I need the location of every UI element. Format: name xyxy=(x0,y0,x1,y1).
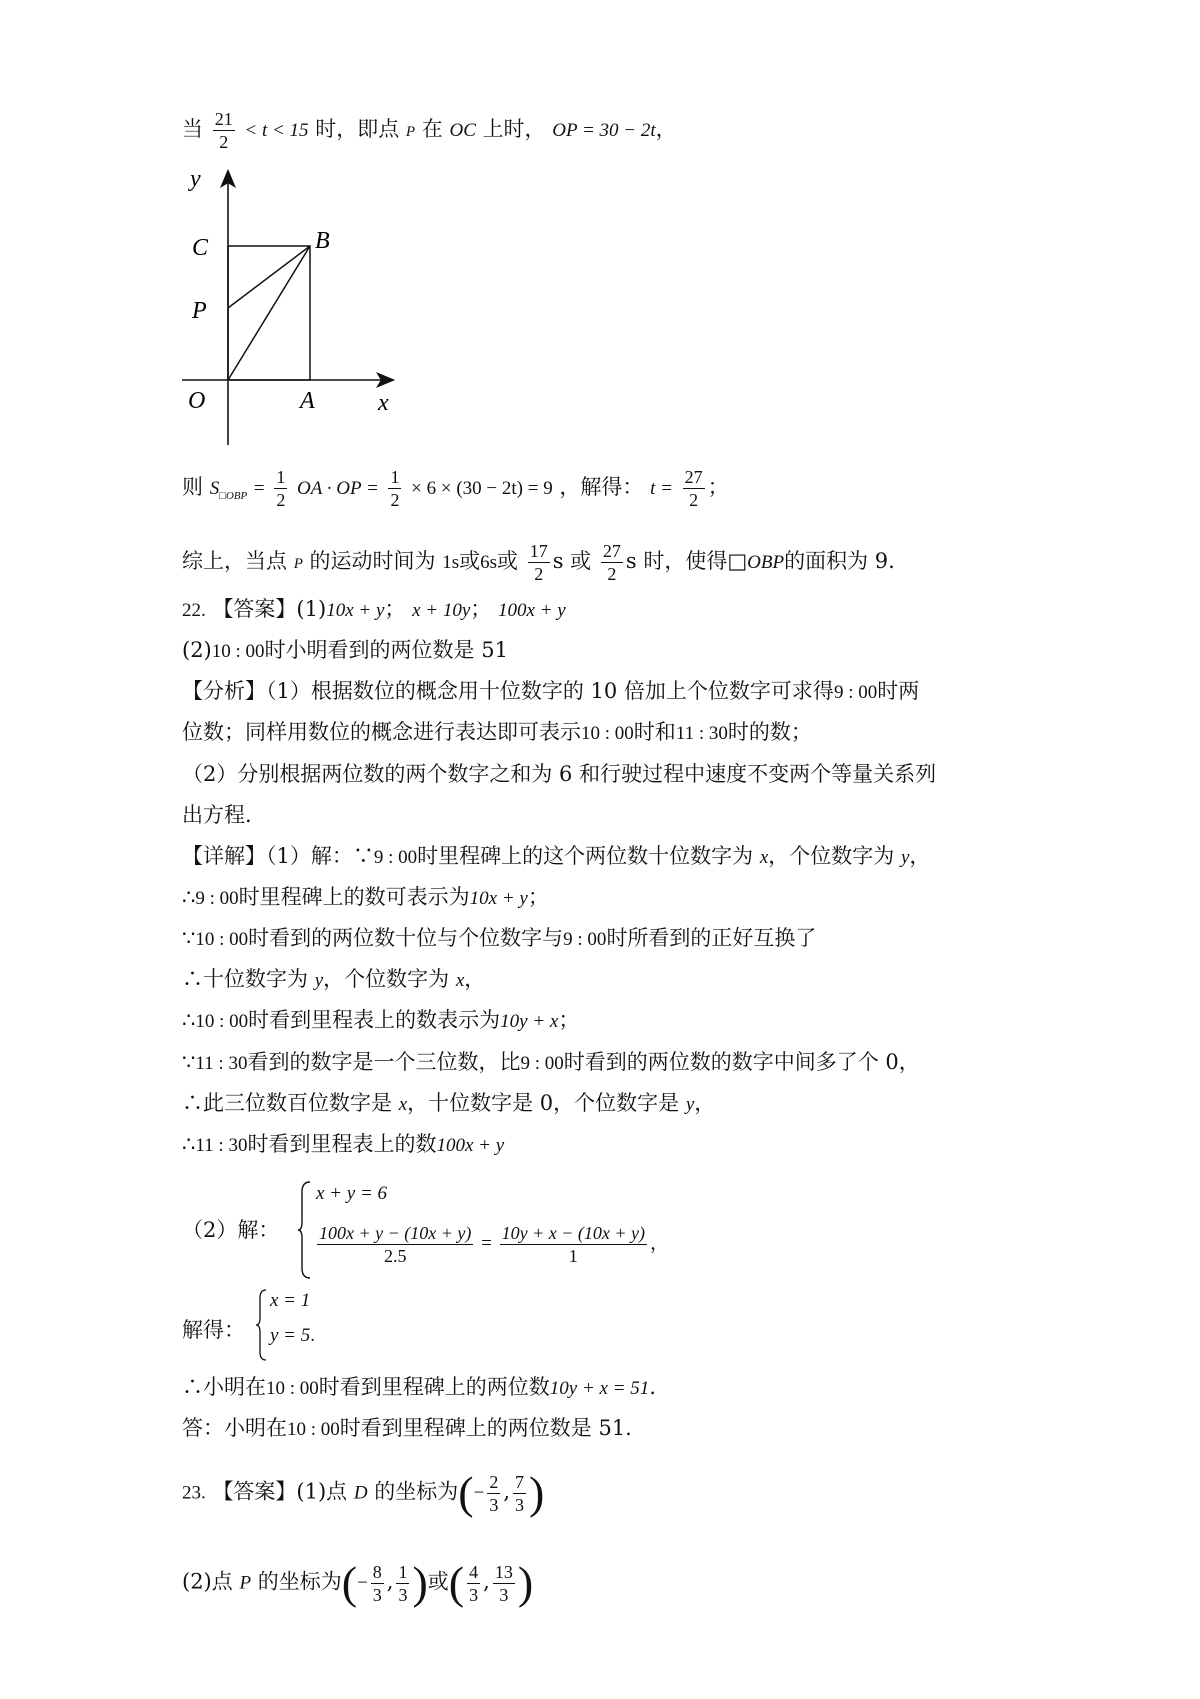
var-p: P xyxy=(405,124,416,140)
text-segment: 3 xyxy=(489,1494,499,1515)
text-segment: − xyxy=(473,1482,485,1504)
text-segment: 10 : 00 xyxy=(195,1011,249,1032)
expr: OA · OP = xyxy=(297,478,379,499)
text-segment: 时里程碑上的这个两位数十位数字为 xyxy=(417,844,754,868)
expr: x + 10y xyxy=(412,600,471,621)
text-segment: − xyxy=(357,1572,368,1594)
line xyxy=(182,636,508,666)
numerator: 27 xyxy=(684,467,703,487)
label-c: C xyxy=(192,235,209,261)
text-segment: 看到的数字是一个三位数，比 xyxy=(247,1050,521,1074)
line xyxy=(182,965,485,995)
line-q22-answer xyxy=(182,595,566,625)
text-segment: y xyxy=(685,1094,695,1115)
symbol-s: S xyxy=(209,478,220,499)
text-segment: 9 : 00 xyxy=(195,888,239,909)
text-segment: 13 xyxy=(494,1561,513,1582)
text-segment: （2）分别根据两位数的两个数字之和为 6 和行驶过程中速度不变两个等量关系列 xyxy=(182,762,937,786)
text-segment: 10y + x xyxy=(500,1011,559,1032)
text: 的面积为 9. xyxy=(784,549,895,573)
expr: × 6 × (30 − 2t) = 9 xyxy=(411,478,553,499)
value: 1s xyxy=(442,552,460,573)
fraction xyxy=(274,466,287,511)
solution-x xyxy=(270,1290,310,1312)
text: ； xyxy=(384,597,406,621)
text-segment: . xyxy=(649,1375,656,1399)
text-segment: 答：小明在 xyxy=(182,1416,287,1440)
text-segment: x + y = 6 xyxy=(316,1183,388,1204)
left-brace xyxy=(256,1288,268,1362)
text-segment: 的坐标为 xyxy=(374,1479,459,1504)
text: ； xyxy=(707,475,729,499)
text-segment: 3 xyxy=(398,1584,408,1605)
text-segment: x = 1 xyxy=(270,1290,311,1311)
parenthesis: ) xyxy=(412,1557,428,1608)
equals: = xyxy=(253,478,265,499)
text: 综上，当点 xyxy=(182,549,287,573)
text-segment: 【详解】（1）解：∵ xyxy=(182,844,374,868)
text-segment: P xyxy=(239,1572,252,1594)
denominator: 2 xyxy=(689,490,699,510)
text-segment: 9 : 00 xyxy=(833,682,878,703)
denominator: 2 xyxy=(607,564,617,584)
text-segment: 100x + y xyxy=(436,1135,505,1156)
text-segment: 9 : 00 xyxy=(563,929,607,950)
equation-2 xyxy=(314,1222,669,1267)
segment-ob xyxy=(228,246,310,380)
text: ，解得： xyxy=(559,475,644,499)
text: ； xyxy=(470,597,492,621)
text-segment: 11 : 30 xyxy=(675,723,728,744)
text-segment: ，个位数字为 xyxy=(768,844,895,868)
line xyxy=(182,924,816,954)
fraction-part xyxy=(493,1561,515,1606)
text-segment: y xyxy=(900,847,910,868)
text-segment: 位数；同样用数位的概念进行表达即可表示 xyxy=(182,720,581,744)
fraction-part xyxy=(371,1561,384,1606)
numerator: 27 xyxy=(602,541,621,561)
line xyxy=(182,842,930,872)
line-summary xyxy=(182,540,895,585)
fraction-part xyxy=(396,1561,409,1606)
fraction-part xyxy=(317,1222,473,1267)
answer-label: 【答案】(1) xyxy=(212,597,327,621)
coordinate-figure xyxy=(160,160,420,450)
text-segment: 10 : 00 xyxy=(581,723,634,744)
text-segment: ∵ xyxy=(182,926,196,950)
expr: 10x + y xyxy=(326,600,385,621)
text: 上时， xyxy=(482,117,546,141)
subscript: □OBP xyxy=(219,490,248,503)
text-segment: 时看到的两位数十位与个位数字与 xyxy=(248,926,564,950)
text-segment: 11 : 30 xyxy=(195,1135,248,1156)
text: 时，即点 xyxy=(315,117,400,141)
text-segment: x xyxy=(455,970,465,991)
numerator: 1 xyxy=(276,467,286,487)
text-segment: 10 : 00 xyxy=(211,641,265,662)
text-segment: 时的数； xyxy=(727,720,812,744)
label-o: O xyxy=(188,388,206,414)
line xyxy=(182,1089,715,1119)
parenthesis: ) xyxy=(517,1557,534,1608)
text-segment: 10x + y xyxy=(469,888,528,909)
line xyxy=(182,718,812,748)
numerator: 1 xyxy=(390,467,400,487)
left-brace xyxy=(298,1180,312,1280)
fraction xyxy=(528,540,550,585)
text-segment: 2.5 xyxy=(383,1246,407,1266)
text-segment: . xyxy=(310,1325,316,1346)
text-segment: 10 : 00 xyxy=(287,1419,340,1440)
line-q23-answer: 23. 【答案】(1)点 D 的坐标为(− $\frac{2}{3}$ , $\frac{7}{3}$ ) xyxy=(182,1467,545,1518)
fraction xyxy=(388,466,401,511)
line xyxy=(182,760,936,788)
line xyxy=(182,1414,632,1444)
text: ， xyxy=(655,117,677,141)
text-segment: 11 : 30 xyxy=(195,1053,248,1074)
text-segment: 或 xyxy=(427,1569,449,1594)
expr-op: OP = 30 − 2t xyxy=(552,120,656,141)
denominator: 2 xyxy=(219,132,229,152)
text-segment: 2 xyxy=(489,1471,499,1492)
text-segment: 解得： xyxy=(182,1318,245,1342)
line-case-condition xyxy=(182,108,677,153)
question-number: 22. xyxy=(182,600,206,621)
expr: t = xyxy=(650,478,673,499)
text-segment: 7 xyxy=(515,1471,525,1492)
text-segment: (2) xyxy=(182,638,212,662)
text-segment: 3 xyxy=(515,1494,525,1515)
text-segment: 时看到里程碑上的两位数是 51. xyxy=(339,1416,632,1440)
line xyxy=(182,1373,656,1403)
fraction xyxy=(601,540,623,585)
text-segment: 3 xyxy=(469,1584,479,1605)
expr: 100x + y xyxy=(497,600,566,621)
fraction xyxy=(683,466,705,511)
text-segment: 4 xyxy=(469,1561,479,1582)
text-segment: ∴ xyxy=(182,1008,196,1032)
text-segment: 3 xyxy=(499,1584,509,1605)
line-part2-label xyxy=(182,1216,279,1244)
parenthesis: ) xyxy=(529,1467,545,1518)
text-segment: 23. xyxy=(182,1482,206,1504)
text-segment: 100x + y − (10x + y) xyxy=(319,1223,472,1243)
text-segment: ∴ xyxy=(182,885,196,909)
text-segment: 时两 xyxy=(877,679,920,703)
var-p: P xyxy=(293,556,303,572)
text-segment: ； xyxy=(558,1008,580,1032)
line xyxy=(182,801,252,829)
text-segment: 出方程. xyxy=(182,803,252,827)
line xyxy=(182,1048,920,1078)
label-y: y xyxy=(190,166,201,192)
text-segment: 时看到的两位数的数字中间多了个 0， xyxy=(563,1050,920,1074)
text-segment: 时看到里程碑上的两位数 xyxy=(318,1375,550,1399)
text: 或 xyxy=(497,549,519,573)
denominator: 2 xyxy=(534,564,544,584)
fraction-part xyxy=(467,1561,480,1606)
text-segment: (2)点 xyxy=(182,1569,233,1594)
line-solution-label xyxy=(182,1316,245,1344)
text-segment: ， xyxy=(464,967,486,991)
line-area-equation xyxy=(182,466,729,511)
line xyxy=(182,1130,504,1160)
text-segment: 10 : 00 xyxy=(266,1378,319,1399)
solution-y xyxy=(270,1325,315,1347)
text-segment: 【分析】（1）根据数位的概念用十位数字的 10 倍加上个位数字可求得 xyxy=(182,679,834,703)
text-segment: ，十位数字是 0，个位数字是 xyxy=(407,1091,680,1115)
text-segment: （2）解： xyxy=(182,1218,280,1242)
text-segment: ∵ xyxy=(182,1050,196,1074)
triangle-obp: OBP xyxy=(747,552,785,573)
text-segment: 8 xyxy=(372,1561,382,1582)
label-b: B xyxy=(315,228,330,254)
text-segment: ∴十位数字为 xyxy=(182,967,308,991)
line xyxy=(182,677,919,707)
text-segment: ； xyxy=(527,885,549,909)
text-segment: 9 : 00 xyxy=(520,1053,564,1074)
text-segment: 10y + x = 51 xyxy=(549,1378,650,1399)
text-segment: 时看到里程表上的数 xyxy=(247,1132,437,1156)
text-segment: 时小明看到的两位数是 51 xyxy=(264,638,508,662)
text-segment: x xyxy=(759,847,769,868)
text-segment: x xyxy=(398,1094,408,1115)
text-segment: 1 xyxy=(568,1246,578,1266)
denominator: 2 xyxy=(276,490,286,510)
text-segment: 时看到里程表上的数表示为 xyxy=(248,1008,501,1032)
line xyxy=(182,883,549,913)
text-segment: 9 : 00 xyxy=(373,847,418,868)
text-segment: 时和 xyxy=(633,720,676,744)
text-segment: 3 xyxy=(372,1584,382,1605)
equation-1 xyxy=(316,1183,387,1205)
text-segment: D xyxy=(353,1482,368,1504)
text-segment: ， xyxy=(650,1232,670,1254)
text-segment: 10y + x − (10x + y) xyxy=(501,1223,645,1243)
text: 的运动时间为 xyxy=(309,549,436,573)
label-p: P xyxy=(192,298,207,324)
value: 6s xyxy=(480,552,498,573)
text: 在 xyxy=(421,117,443,141)
text-segment: = xyxy=(481,1232,492,1254)
fraction-part xyxy=(487,1471,500,1516)
fraction-part xyxy=(500,1222,647,1267)
inequality: < t < 15 xyxy=(244,120,309,141)
text-segment: ， xyxy=(909,844,931,868)
line-q23-part2: (2)点 P 的坐标为(− $\frac{8}{3}$ , $\frac{1}{3}$ )或( $\frac{4}{3}$ , $\frac{13}{3}$ ) xyxy=(182,1557,534,1608)
text: 则 xyxy=(182,475,203,499)
text-segment: ∴此三位数百位数字是 xyxy=(182,1091,392,1115)
text-segment: ，个位数字为 xyxy=(323,967,450,991)
text-segment: 1 xyxy=(398,1561,408,1582)
text-segment: ∴小明在 xyxy=(182,1375,266,1399)
text-segment: 时里程碑上的数可表示为 xyxy=(238,885,470,909)
text-segment: y = 5 xyxy=(270,1325,311,1346)
text-segment: ， xyxy=(694,1091,716,1115)
text-segment: ∴ xyxy=(182,1132,196,1156)
parenthesis: ( xyxy=(448,1557,465,1608)
label-x: x xyxy=(378,390,389,416)
text: s 或 xyxy=(552,549,592,573)
segment-oc: OC xyxy=(449,120,476,141)
text: 当 xyxy=(182,117,203,141)
text-segment: 的坐标为 xyxy=(257,1569,342,1594)
label-a: A xyxy=(300,388,315,414)
denominator: 2 xyxy=(390,490,400,510)
text: s 时，使得□ xyxy=(625,549,748,573)
segment-pb xyxy=(228,246,310,308)
numerator: 17 xyxy=(529,541,548,561)
fraction xyxy=(213,108,235,153)
text-segment: y xyxy=(314,970,324,991)
numerator: 21 xyxy=(214,109,233,129)
parenthesis: ( xyxy=(458,1467,474,1518)
line xyxy=(182,1006,579,1036)
text: 或 xyxy=(459,549,481,573)
text-segment: 10 : 00 xyxy=(195,929,249,950)
fraction-part xyxy=(513,1471,526,1516)
text-segment: 时所看到的正好互换了 xyxy=(606,926,817,950)
text-segment: 【答案】(1)点 xyxy=(212,1479,348,1504)
parenthesis: ( xyxy=(341,1557,358,1608)
